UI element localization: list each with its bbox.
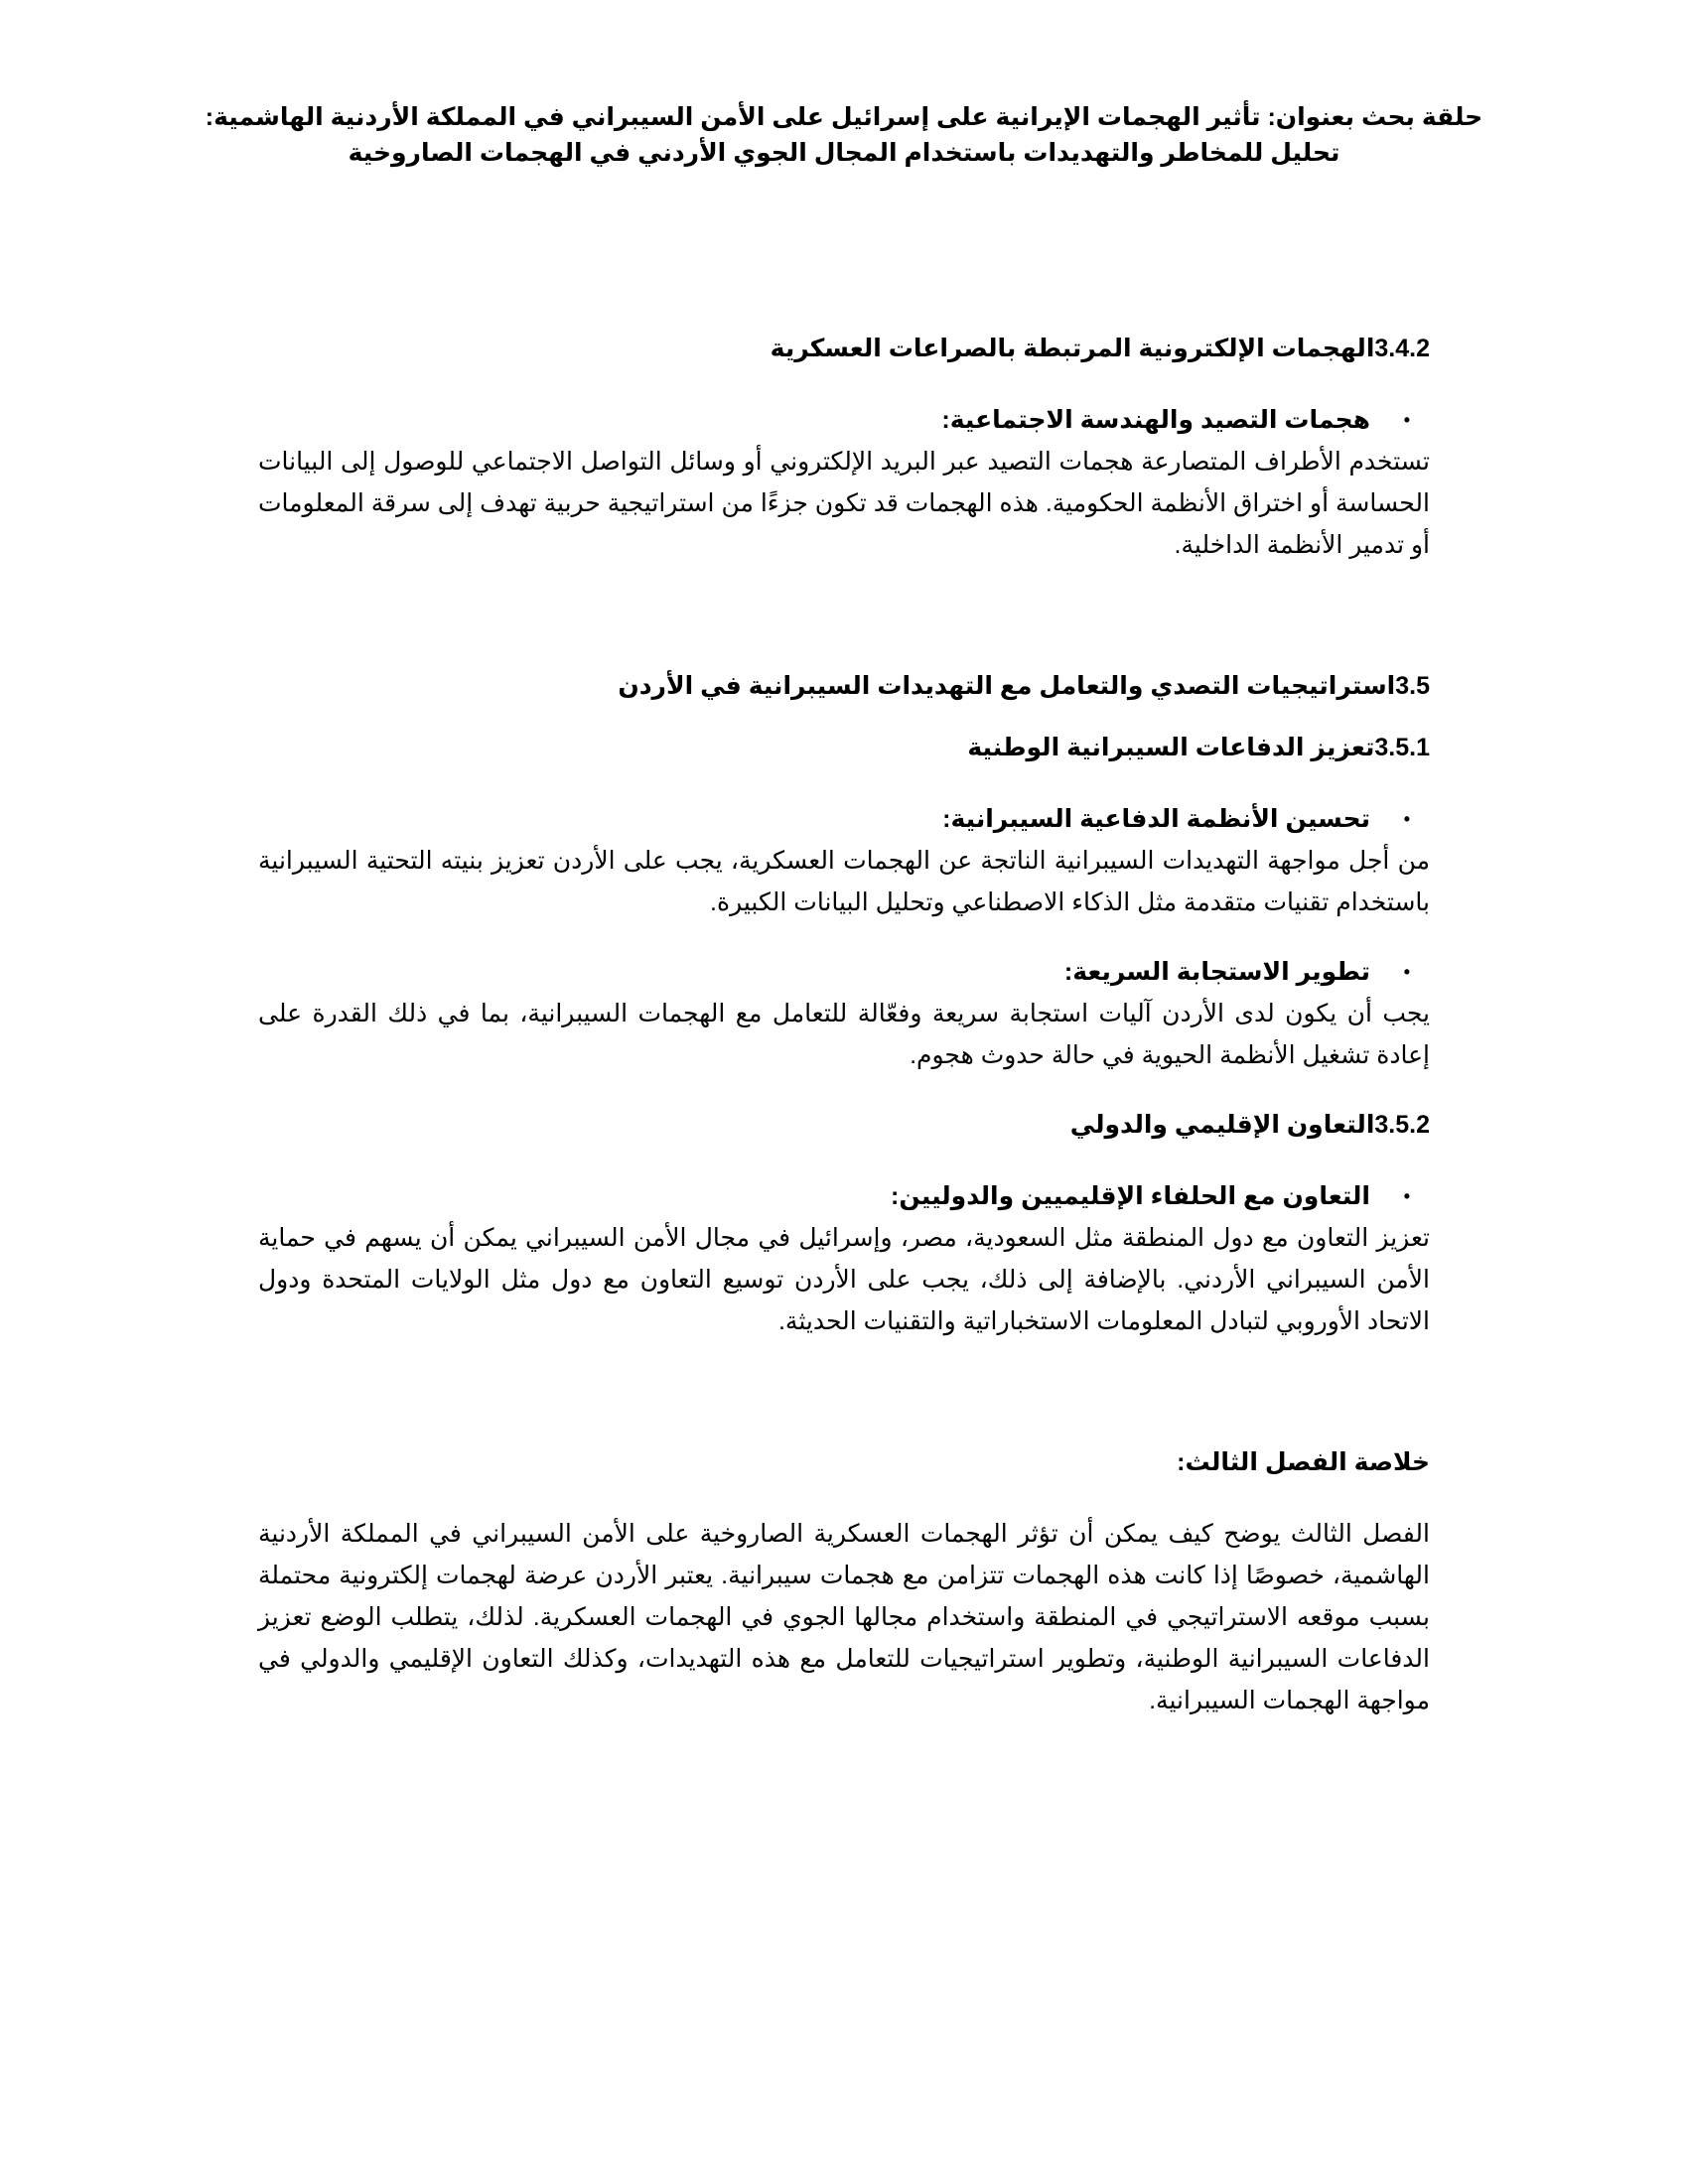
document-body — [258, 328, 1430, 1721]
document-title-line-1: حلقة بحث بعنوان: تأثير الهجمات الإيرانية على إسرائيل على الأمن السيبراني في المملكة الأردنية الهاشمية: — [205, 103, 1483, 131]
bullet-icon: • — [1403, 410, 1410, 430]
bullet-title: تطوير الاستجابة السريعة: — [1063, 958, 1370, 986]
document-title-line-2: تحليل للمخاطر والتهديدات باستخدام المجال الجوي الأردني في الهجمات الصاروخية — [348, 139, 1340, 167]
summary-heading: خلاصة الفصل الثالث: — [1177, 1448, 1430, 1476]
bullet-title: تحسين الأنظمة الدفاعية السيبرانية: — [942, 805, 1370, 833]
bullet-title: التعاون مع الحلفاء الإقليميين والدوليين: — [891, 1182, 1370, 1210]
summary-body: الفصل الثالث يوضح كيف يمكن أن تؤثر الهجمات العسكرية الصاروخية على الأمن السيبراني في المملكة الأردنية الهاشمية، خصوصًا إذا كانت هذه الهجمات تتزامن مع هجمات سيبرانية. يعتبر الأردن عرضة لهجمات إلكترونية محتملة بسبب موقعه الاستراتيجي في المنطقة واستخدام مجالها الجوي في الهجمات العسكرية. لذلك، يتطلب الوضع تعزيز الدفاعات السيبرانية الوطنية، وتطوير استراتيجيات للتعامل مع هذه التهديدات، وكذلك التعاون الإقليمي والدولي في مواجهة الهجمات السيبرانية. — [258, 1520, 1430, 1714]
section-heading-3-5-2: 3.5.2التعاون الإقليمي والدولي — [1069, 1111, 1430, 1139]
bullet-item — [258, 798, 1430, 923]
section-heading-3-4-2: 3.4.2الهجمات الإلكترونية المرتبطة بالصراعات العسكرية — [770, 335, 1430, 362]
bullet-body: تستخدم الأطراف المتصارعة هجمات التصيد عبر البريد الإلكتروني أو وسائل التواصل الاجتماعي للوصول إلى البيانات الحساسة أو اختراق الأنظمة الحكومية. هذه الهجمات قد تكون جزءًا من استراتيجية حربية تهدف إلى سرقة المعلومات أو تدمير الأنظمة الداخلية. — [258, 448, 1430, 559]
bullet-item — [258, 951, 1430, 1076]
bullet-item — [258, 1175, 1430, 1342]
document-title — [199, 99, 1489, 171]
bullet-icon: • — [1403, 1186, 1410, 1206]
bullet-item — [258, 399, 1430, 566]
bullet-body: تعزيز التعاون مع دول المنطقة مثل السعودية، مصر، وإسرائيل في مجال الأمن السيبراني يمكن أن يسهم في حماية الأمن السيبراني الأردني. بالإضافة إلى ذلك، يجب على الأردن توسيع التعاون مع دول مثل الولايات المتحدة ودول الاتحاد الأوروبي لتبادل المعلومات الاستخباراتية والتقنيات الحديثة. — [258, 1224, 1430, 1335]
bullet-title: هجمات التصيد والهندسة الاجتماعية: — [941, 406, 1370, 434]
bullet-body: من أجل مواجهة التهديدات السيبرانية الناتجة عن الهجمات العسكرية، يجب على الأردن تعزيز بنيته التحتية السيبرانية باستخدام تقنيات متقدمة مثل الذكاء الاصطناعي وتحليل البيانات الكبيرة. — [258, 847, 1430, 916]
section-heading-3-5-1: 3.5.1تعزيز الدفاعات السيبرانية الوطنية — [967, 734, 1430, 761]
section-heading-3-5: 3.5استراتيجيات التصدي والتعامل مع التهديدات السيبرانية في الأردن — [618, 672, 1430, 700]
bullet-body: يجب أن يكون لدى الأردن آليات استجابة سريعة وفعّالة للتعامل مع الهجمات السيبرانية، بما في ذلك القدرة على إعادة تشغيل الأنظمة الحيوية في حالة حدوث هجوم. — [258, 1000, 1430, 1069]
bullet-icon: • — [1403, 962, 1410, 982]
bullet-icon: • — [1403, 809, 1410, 829]
